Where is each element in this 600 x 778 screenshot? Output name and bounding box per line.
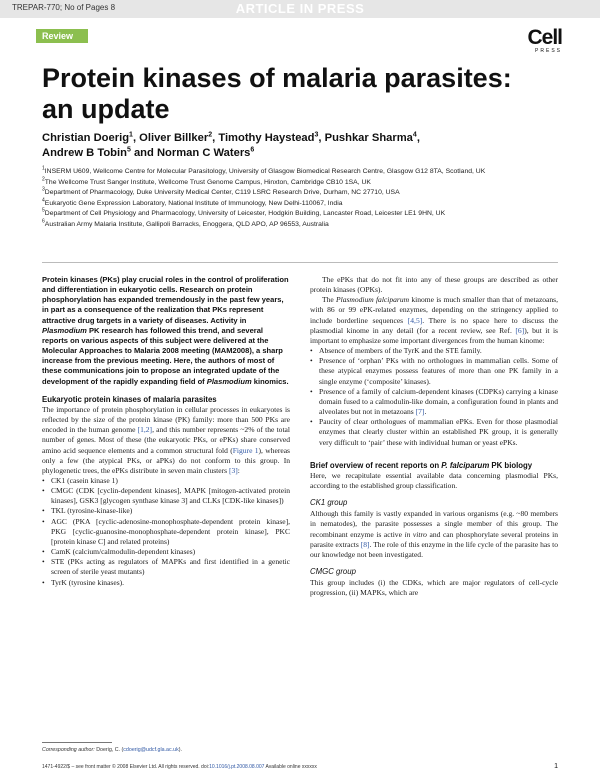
paragraph xyxy=(310,509,558,560)
manuscript-ref: TREPAR-770; No of Pages 8 xyxy=(12,3,116,12)
list-item xyxy=(42,557,290,577)
author-separator: , xyxy=(212,132,219,144)
text: and can phosphorylate several proteins in parasite extracts xyxy=(310,529,558,549)
author-sup: 5 xyxy=(126,146,131,154)
author-sup: 2 xyxy=(208,131,213,139)
affiliation xyxy=(42,188,562,199)
subsection-heading: CK1 group xyxy=(310,498,348,508)
citation-link[interactable]: [1,2] xyxy=(137,425,153,435)
list-item-text: TKL (tyrosine-kinase-like) xyxy=(51,506,133,516)
email-link[interactable]: cdoerig@udcf.gla.ac.uk xyxy=(123,747,179,753)
affiliation xyxy=(42,178,562,189)
author-list xyxy=(42,131,572,161)
author: Timothy Haystead xyxy=(218,132,315,144)
text: The importance of protein phosphorylation in cellular processes in eukaryotes is reflected by the size of the protein kinase (PK) family: more than 500 PKs are encoded in the human genome xyxy=(42,404,290,435)
bullet-icon: • xyxy=(42,516,45,526)
footnote-label: Corresponding author: xyxy=(42,747,95,753)
text: ). xyxy=(178,747,182,753)
text: : xyxy=(237,465,240,475)
affiliation-number: 1 xyxy=(42,165,45,172)
copyright-text: 1471-4922/$ – see front matter © 2008 Elsevier Ltd. All rights reserved. doi: xyxy=(42,764,210,770)
list-item xyxy=(42,486,290,506)
page-number: 1 xyxy=(554,763,558,770)
author: Pushkar Sharma xyxy=(324,132,413,144)
bullet-icon: • xyxy=(42,486,45,496)
list-item xyxy=(42,547,290,557)
author: Norman C Waters xyxy=(156,147,251,159)
title-line-1: Protein kinases of malaria parasites: xyxy=(42,63,512,93)
citation-link[interactable]: [4,5] xyxy=(407,315,423,325)
list-item-text: TyrK (tyrosine kinases). xyxy=(51,577,125,587)
footnote-rule xyxy=(42,742,112,743)
affiliation xyxy=(42,167,562,178)
affiliation-number: 2 xyxy=(42,176,45,183)
list-item-text: Absence of members of the TyrK and the STE family. xyxy=(319,346,482,356)
author-separator: , xyxy=(318,132,325,144)
cell-press-logo xyxy=(524,28,562,54)
author-separator: and xyxy=(130,147,157,159)
author: Christian Doerig xyxy=(42,132,130,144)
list-item xyxy=(42,506,290,516)
logo-sub: PRESS xyxy=(535,48,562,54)
footnote-name: Doerig, C. ( xyxy=(94,747,124,753)
bullet-icon: • xyxy=(310,386,313,396)
affiliations xyxy=(42,167,562,230)
affiliation-number: 5 xyxy=(42,207,45,214)
paragraph: This group includes (i) the CDKs, which are major regulators of cell-cycle progression, (ii) MAPKs, which are xyxy=(310,578,558,598)
affiliation-text: Eukaryotic Gene Expression Laboratory, National Institute of Immunology, New Delhi-110067, India xyxy=(44,199,343,207)
paragraph: Here, we recapitulate essential available data concerning plasmodial PKs, according to the established group classification. xyxy=(310,470,558,490)
affiliation xyxy=(42,199,562,210)
bullet-icon: • xyxy=(42,475,45,485)
bullet-icon: • xyxy=(310,417,313,427)
citation-link[interactable]: [7] xyxy=(415,407,425,417)
subsection-heading: CMGC group xyxy=(310,567,356,577)
list-item-text: Paucity of clear orthologues of mammalian ePKs. Even for those plasmodial enzymes that clearly cluster within an established PK group, it is generally very difficult to ‘pair’ these with individual human or yeast ePKs. xyxy=(319,417,558,447)
left-column xyxy=(42,275,290,588)
text: . There is no space here to discuss the plasmodial kinome in any detail (for a recent review, see Ref. xyxy=(310,315,558,335)
affiliation-text: Department of Cell Physiology and Pharmacology, University of Leicester, Hodgkin Building, Lancaster Road, Leicester LE1 9HN, UK xyxy=(44,210,446,217)
abstract-text: PK research has followed this trend, and several reports on various aspects of this subject were delivered at the Molecular Approaches to Malaria 2008 meeting (MAM2008), a sharp increase from the previous meeting. Here, the authors of most of these communications join to propose an integrated update of the development of the rapidly expanding field of xyxy=(42,325,283,386)
top-banner xyxy=(0,0,600,18)
bullet-icon: • xyxy=(42,506,45,516)
author-sup: 3 xyxy=(314,131,319,139)
bullet-list xyxy=(310,346,558,448)
list-item-text: CamK (calcium/calmodulin-dependent kinases) xyxy=(51,547,196,557)
affiliation-number: 6 xyxy=(42,218,45,225)
affiliation xyxy=(42,209,562,220)
list-item-text: AGC (PKA [cyclic-adenosine-monophosphate-dependent protein kinase], PKG [cyclic-guanosine-monophosphate-dependent protein kinase], PKC [protein kinase C] and related proteins) xyxy=(51,516,290,546)
citation-link[interactable]: [3] xyxy=(228,465,238,475)
abstract xyxy=(42,275,290,387)
bullet-list xyxy=(42,476,290,588)
bullet-icon: • xyxy=(42,577,45,587)
section-heading: Eukaryotic protein kinases of malaria parasites xyxy=(42,394,217,404)
corresponding-author xyxy=(42,747,558,753)
abstract-text: Protein kinases (PKs) play crucial roles in the control of proliferation and differentiation in eukaryotic cells. Research on protein phosphorylation has expanded tremendously in the past few years, in part as a consequence of the realization that PKs represent attractive drug targets in a variety of diseases. Activity in xyxy=(42,275,289,325)
page-title xyxy=(42,63,562,125)
doi-link[interactable]: 10.1016/j.pt.2008.08.007 xyxy=(209,764,265,770)
text: , and this number represents ~2% of the total number of genes. Most of these (the eukaryotic PKs, or ePKs) share conserved amino acid sequence elements and a common structural fold ( xyxy=(42,425,290,455)
list-item xyxy=(310,356,558,386)
text: Although this family is vastly expanded in various organisms (e.g. ~80 members in nematodes), the parasite possesses a single member of this group. The recombinant enzyme is active xyxy=(310,509,558,539)
author-sup: 4 xyxy=(412,131,417,139)
bullet-icon: • xyxy=(310,356,313,366)
list-item-text: CMGC (CDK [cyclin-dependent kinases], MAPK [mitogen-activated protein kinases], GSK3 [glycogen synthase kinase 3] and CLKs [CDK-like kinases]) xyxy=(51,486,290,506)
text: Brief overview of recent reports on xyxy=(310,460,442,470)
paragraph xyxy=(42,405,290,476)
species-name: Plasmodium falciparum xyxy=(335,295,410,305)
list-item xyxy=(310,387,558,417)
bullet-icon: • xyxy=(310,346,313,356)
list-item xyxy=(42,578,290,588)
footnote xyxy=(42,742,558,753)
author-sup: 1 xyxy=(129,131,133,139)
affiliation-text: The Wellcome Trust Sanger Institute, Wellcome Trust Genome Campus, Hinxton, Cambridge CB10 1SA, UK xyxy=(44,178,371,186)
availability-text: Available online xxxxxx xyxy=(264,764,317,770)
author: Oliver Billker xyxy=(139,132,209,144)
list-item xyxy=(310,417,558,447)
divider xyxy=(42,262,558,263)
list-item-text: Presence of a family of calcium-dependent kinases (CDPKs) carrying a kinase domain fused to a calmodulin-like domain, a configuration found in plants and alveolates but not in metazoans xyxy=(319,386,558,417)
abstract-italic: Plasmodium xyxy=(42,325,87,335)
list-item xyxy=(42,517,290,547)
list-item-text: Presence of ‘orphan’ PKs with no orthologues in mammalian cells. Some of these atypical enzymes possess features of more than one PK family in a single enzyme (‘composite’ kinases). xyxy=(319,356,558,386)
paragraph: The ePKs that do not fit into any of these groups are described as other protein kinases (OPKs). xyxy=(310,275,558,295)
section-heading xyxy=(310,461,558,471)
article-in-press-label: ARTICLE IN PRESS xyxy=(235,1,365,16)
logo-word: Cell xyxy=(527,26,562,49)
author: Andrew B Tobin xyxy=(42,147,127,159)
section-tab: Review xyxy=(36,29,88,43)
affiliation-number: 3 xyxy=(42,186,45,193)
abstract-italic: Plasmodium xyxy=(206,376,252,386)
affiliation-text: Department of Pharmacology, Duke University Medical Center, C119 LSRC Research Drive, Durham, NC 27710, USA xyxy=(44,189,400,196)
affiliation xyxy=(42,220,562,231)
text: . xyxy=(424,407,427,417)
author-sup: 6 xyxy=(250,146,255,154)
list-item-text: STE (PKs acting as regulators of MAPKs and first identified in a genetic screen of sterile yeast mutants) xyxy=(51,557,290,577)
list-item xyxy=(42,476,290,486)
citation-link[interactable]: [6] xyxy=(515,325,525,335)
bullet-icon: • xyxy=(42,547,45,557)
figure-link[interactable]: Figure 1 xyxy=(232,445,259,455)
abstract-text: kinomics. xyxy=(251,376,289,386)
paragraph xyxy=(310,295,558,346)
affiliation-number: 4 xyxy=(42,197,45,204)
page-footer xyxy=(42,764,558,770)
species-name: P. falciparum xyxy=(441,460,490,470)
text: The xyxy=(322,295,336,305)
text: kinome is much smaller than that of metazoans, with 86 or 99 ePK-related enzymes, depending on the stringency applied to include borderline sequences xyxy=(310,295,559,325)
text: ), whereas only a few (the atypical PKs, or aPKs) do not conform to this group. In phylogenetic trees, the ePKs distribute in seven main clusters xyxy=(42,445,290,475)
author-separator: , xyxy=(132,132,140,144)
text: PK biology xyxy=(489,460,533,470)
title-line-2: an update xyxy=(42,94,170,124)
right-column xyxy=(310,275,558,599)
text: . The role of this enzyme in the life cycle of the parasite has to our knowledge not been investigated. xyxy=(310,539,558,559)
list-item-text: CK1 (casein kinase 1) xyxy=(51,475,118,485)
bullet-icon: • xyxy=(42,557,45,567)
text: ), but it is important to emphasize some important divergences from the human kinome: xyxy=(310,325,558,345)
italic-term: in vitro xyxy=(404,529,427,539)
list-item xyxy=(310,346,558,356)
affiliation-text: INSERM U609, Wellcome Centre for Molecular Parasitology, University of Glasgow Biomedical Research Centre, Glasgow G12 8TA, Scotland, UK xyxy=(44,168,486,175)
author-separator: , xyxy=(416,132,420,144)
affiliation-text: Australian Army Malaria Institute, Gallipoli Barracks, Enoggera, QLD APO, AP 96553, Australia xyxy=(44,220,329,228)
citation-link[interactable]: [8] xyxy=(360,539,370,549)
